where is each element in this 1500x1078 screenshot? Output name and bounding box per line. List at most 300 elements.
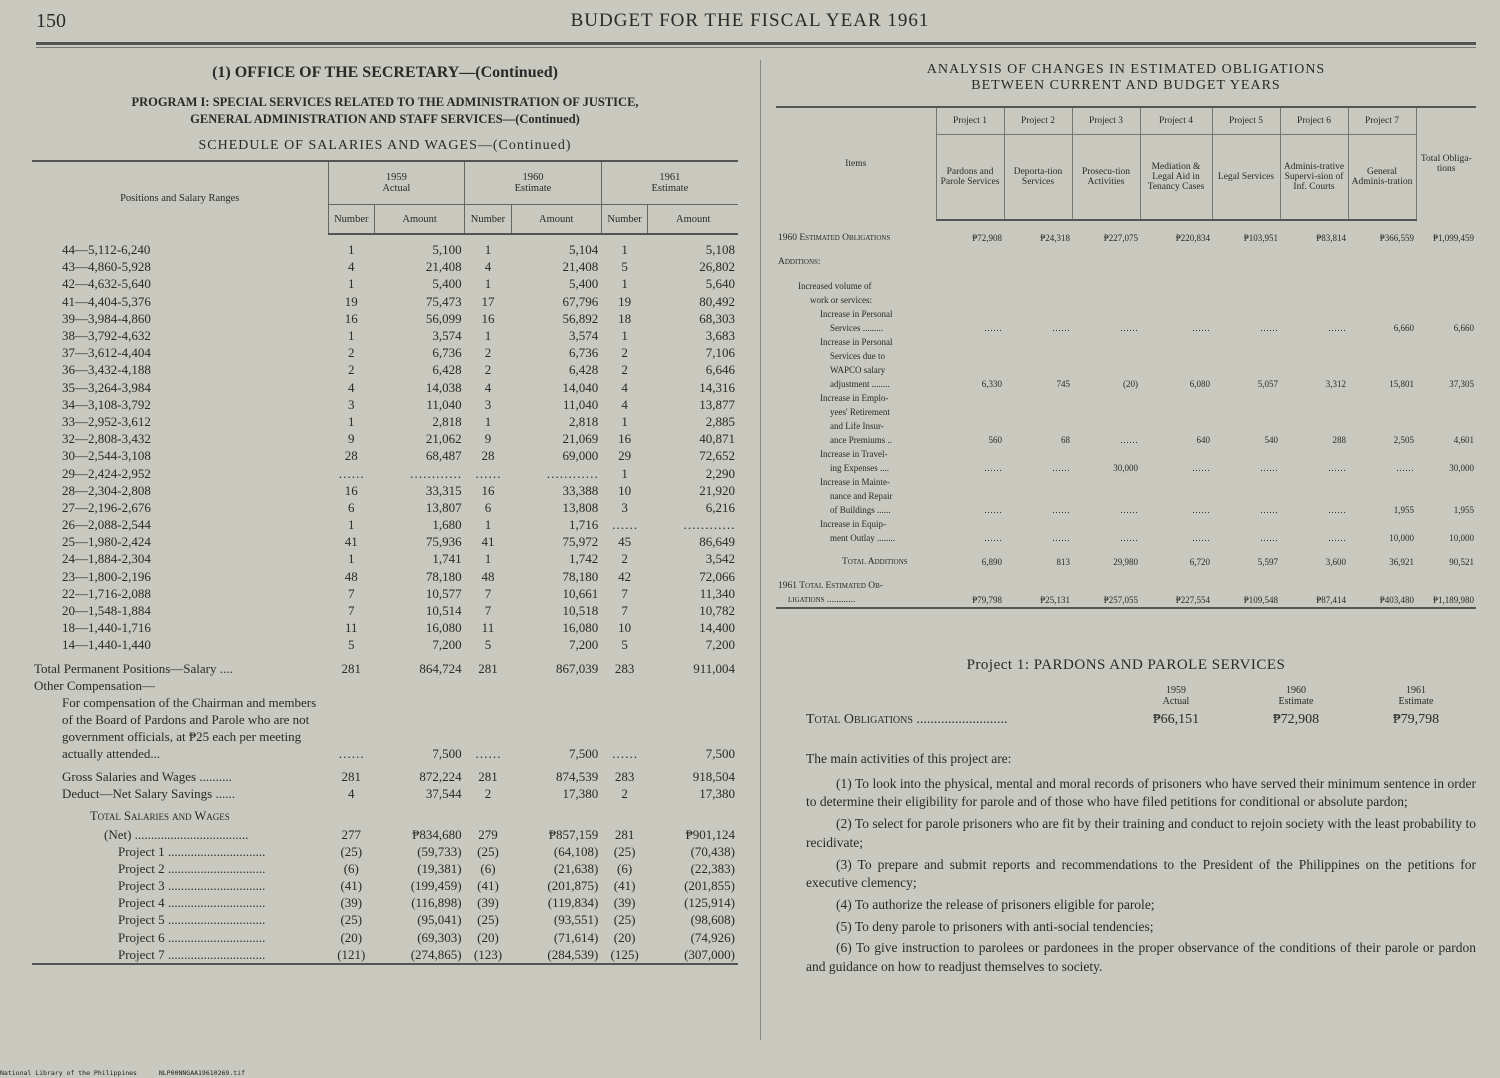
row-amount: 7,200 <box>705 637 735 653</box>
row-number: 1 <box>348 276 355 292</box>
row-amount: 1,716 <box>569 517 599 533</box>
row-amount: 26,802 <box>699 259 735 275</box>
row-amount: 14,038 <box>425 379 462 395</box>
ob-col-1960: 1960 Estimate <box>1278 685 1314 707</box>
col-amount-1960: Amount <box>511 205 601 235</box>
row-number: 1 <box>348 328 355 344</box>
analysis-title-line-2: BETWEEN CURRENT AND BUDGET YEARS <box>971 78 1281 93</box>
ret-row-3: and Life Insur- <box>830 421 884 431</box>
row-label: 33—2,952-3,612 <box>62 413 151 429</box>
inc-vol-row-1: Increased volume of <box>798 281 872 291</box>
total-net-row: (Net) ................................... 277 ₱834,680 279 ₱857,159 281 ₱901,124 <box>104 826 735 842</box>
row-number: (20) <box>477 929 499 945</box>
salary-range-row <box>32 533 738 550</box>
row-number: 48 <box>344 568 358 584</box>
header-rule <box>36 42 1476 45</box>
col-1959: 1959 Actual <box>328 161 465 205</box>
row-number: 2 <box>484 345 492 361</box>
row-number: 16 <box>481 310 495 326</box>
salary-range-row <box>32 482 738 499</box>
row-label: Project 7 .............................. <box>118 946 266 962</box>
row-number: 2 <box>348 362 355 378</box>
row-label: Project 1 .............................. <box>118 843 266 859</box>
row-number: 19 <box>344 293 358 309</box>
activity-2: (2) To select for parole prisoners who are fit by their training and conduct to rejoin society with the least probability to recidivate; <box>806 816 1476 850</box>
row-number: 42 <box>618 568 632 584</box>
row-label: 20—1,548-1,884 <box>62 603 151 619</box>
row-amount: 10,661 <box>562 585 599 601</box>
row-number: 48 <box>481 568 495 584</box>
ob-col-1959: 1959 Actual <box>1162 685 1190 707</box>
row-amount: 14,316 <box>699 379 735 395</box>
footer-file: NLP00NNGAA19610269.tif <box>158 1069 245 1077</box>
wap-row-1: Increase in Personal <box>820 337 893 347</box>
row-label: 35—3,264-3,984 <box>62 379 151 395</box>
row-number: (25) <box>477 912 499 928</box>
row-number: 2 <box>621 551 628 567</box>
wap-row-2: Services due to <box>830 351 885 361</box>
row-number: 6 <box>348 499 355 515</box>
row-number: 2 <box>621 362 628 378</box>
row-number: 41 <box>481 534 495 550</box>
col-total-obligations: Total Obliga-tions <box>1416 107 1476 220</box>
row-number: 1 <box>621 465 628 481</box>
salary-range-row <box>32 430 738 447</box>
row-number: (6) <box>617 860 633 876</box>
row-amount: 3,683 <box>705 328 735 344</box>
row-number: (25) <box>340 912 363 928</box>
row-amount: 1,742 <box>569 551 599 567</box>
row-label: 27—2,196-2,676 <box>62 499 151 515</box>
row-amount: 67,796 <box>562 293 599 309</box>
row-label: 38—3,792-4,632 <box>62 328 151 344</box>
col-amount-1961: Amount <box>648 205 738 235</box>
row-amount: (307,000) <box>684 946 735 962</box>
row-number: 1 <box>484 551 492 567</box>
activities-block <box>776 750 1476 977</box>
row-number: 1 <box>621 242 628 258</box>
row-number: 1 <box>484 242 492 258</box>
row-label: 18—1,440-1,716 <box>62 620 151 636</box>
maint-row-2: nance and Repair <box>830 491 893 501</box>
salary-range-row <box>32 464 738 481</box>
comp-chairman-row: For compensation of the Chairman and members of the Board of Pardons and Parole who are not government officials, at ₱25 each per meeting actually attended... …… 7,500 …… 7,500 …… 7,500 <box>62 694 735 761</box>
row-number: 4 <box>484 259 492 275</box>
row-amount: 40,871 <box>699 431 735 447</box>
row-amount: (19,381) <box>417 860 462 876</box>
row-amount: 6,428 <box>432 362 462 378</box>
maint-row-1: Increase in Mainte- <box>820 477 890 487</box>
col-project-7: Project 7 <box>1348 107 1416 135</box>
row-amount: 21,408 <box>425 259 462 275</box>
project-name-1: Pardons and Parole Services <box>936 135 1004 221</box>
analysis-table <box>776 106 1476 609</box>
row-amount: 21,920 <box>699 482 735 498</box>
row-label: 24—1,884-2,304 <box>62 551 151 567</box>
salary-range-row <box>32 585 738 602</box>
additions-label-row: Additions: <box>778 257 821 267</box>
row-amount: 33,388 <box>562 482 599 498</box>
row-number: 16 <box>344 310 358 326</box>
row-number: (39) <box>613 895 636 911</box>
row-amount: 3,574 <box>569 328 599 344</box>
row-number: 10 <box>618 620 632 636</box>
salary-range-row <box>32 241 738 258</box>
salary-range-row <box>32 293 738 310</box>
row-number: 11 <box>481 620 495 636</box>
row-amount: 5,400 <box>569 276 599 292</box>
total-obligations-row: Total Obligations .......................... ₱66,151 ₱72,908 ₱79,798 <box>806 712 1440 727</box>
row-label: 28—2,304-2,808 <box>62 482 151 498</box>
section-title: (1) OFFICE OF THE SECRETARY—(Continued) <box>212 64 558 81</box>
row-amount: (71,614) <box>553 929 599 945</box>
maint-row-3: of Buildings ...... …… …… …… …… …… …… 1,955 1,955 <box>830 505 1474 515</box>
row-label: Project 2 .............................. <box>118 860 266 876</box>
salary-schedule-table <box>32 160 738 965</box>
col-items: Items <box>776 107 936 220</box>
row-amount: (201,875) <box>547 878 599 894</box>
salary-range-row <box>32 310 738 327</box>
row-amount: 3,542 <box>705 551 735 567</box>
row-number: 5 <box>621 259 628 275</box>
row-number: 7 <box>484 603 492 619</box>
row-number: 7 <box>484 585 492 601</box>
row-number: 10 <box>618 482 632 498</box>
row-number: 2 <box>621 345 628 361</box>
col-number-1959: Number <box>328 205 375 235</box>
row-amount: (284,539) <box>547 946 599 962</box>
salary-range-row <box>32 361 738 378</box>
total-salaries-label-row: Total Salaries and Wages <box>90 809 230 824</box>
right-column <box>776 62 1476 977</box>
row-number: 9 <box>484 431 492 447</box>
row-amount: 6,428 <box>569 362 599 378</box>
trav-row-1: Increase in Travel- <box>820 449 888 459</box>
row-number: 1 <box>348 242 355 258</box>
row-amount: 5,100 <box>432 242 462 258</box>
row-amount: 68,303 <box>699 310 735 326</box>
row-amount: ………… <box>409 465 462 481</box>
row-amount: 33,315 <box>425 482 462 498</box>
row-number: (6) <box>343 860 359 876</box>
row-number: 1 <box>484 413 492 429</box>
page-number: 150 <box>36 10 66 32</box>
col-project-5: Project 5 <box>1212 107 1280 135</box>
trav-row-2: ing Expenses .... …… …… 30,000 …… …… …… …… 30,000 <box>830 463 1474 473</box>
row-number: (41) <box>613 878 636 894</box>
row-amount: 10,782 <box>699 603 735 619</box>
project-name-5: Legal Services <box>1212 135 1280 221</box>
row-amount: 5,108 <box>705 242 735 258</box>
row-number: (121) <box>337 946 366 962</box>
row-number: 16 <box>481 482 495 498</box>
row-label: Project 5 .............................. <box>118 912 266 928</box>
row-label: 42—4,632-5,640 <box>62 276 151 292</box>
gross-salaries-row: Gross Salaries and Wages .......... 281 872,224 281 874,539 283 918,504 <box>62 768 735 784</box>
row-amount: 13,877 <box>699 396 735 412</box>
activity-1: (1) To look into the physical, mental and moral records of prisoners who have served their minimum sentence in order to determine their eligibility for parole and of those who have filed petitions for conditional or absolute pardon; <box>806 775 1476 810</box>
row-amount: 21,408 <box>562 259 599 275</box>
row-amount: ………… <box>546 465 599 481</box>
row-amount: (93,551) <box>553 912 599 928</box>
row-label: 30—2,544-3,108 <box>62 448 151 464</box>
ret-row-4: ance Premiums .. 560 68 …… 640 540 288 2,505 4,601 <box>830 435 1474 445</box>
row-number: 6 <box>484 499 492 515</box>
row-number: 1 <box>621 413 628 429</box>
row-amount: 86,649 <box>699 534 735 550</box>
row-label: 29—2,424-2,952 <box>62 465 151 481</box>
row-number: 4 <box>621 396 628 412</box>
project-name-3: Prosecu-tion Activities <box>1072 135 1140 221</box>
row-amount: 2,885 <box>705 413 735 429</box>
ob-col-1961: 1961 Estimate <box>1398 685 1434 707</box>
project-1-obligations-table <box>796 684 1476 732</box>
project-breakdown-row <box>32 877 738 894</box>
row-number: 2 <box>484 362 492 378</box>
footer-library: National Library of the Philippines <box>0 1069 137 1077</box>
salary-range-row <box>32 275 738 292</box>
salary-range-row <box>32 636 738 653</box>
project-breakdown-rows <box>32 843 738 964</box>
salary-range-row <box>32 619 738 636</box>
salary-range-row <box>32 499 738 516</box>
row-amount: (201,855) <box>684 878 735 894</box>
row-number: 45 <box>618 534 632 550</box>
schedule-title: SCHEDULE OF SALARIES AND WAGES—(Continued) <box>198 138 572 153</box>
row-number: 18 <box>618 310 632 326</box>
row-amount: 7,200 <box>432 637 462 653</box>
page-header-title: BUDGET FOR THE FISCAL YEAR 1961 <box>570 10 930 31</box>
row-amount: 2,818 <box>432 413 462 429</box>
row-number: 1 <box>348 517 355 533</box>
row-amount: (59,733) <box>417 843 462 859</box>
row-label: Project 6 .............................. <box>118 929 266 945</box>
project-breakdown-row <box>32 843 738 860</box>
salary-range-row <box>32 379 738 396</box>
row-number: 1 <box>348 413 355 429</box>
row-amount: (98,608) <box>690 912 735 928</box>
row-label: 44—5,112-6,240 <box>62 242 151 258</box>
wap-row-3: WAPCO salary <box>830 365 886 375</box>
row-label: 39—3,984-4,860 <box>62 310 151 326</box>
col-1960: 1960 Estimate <box>465 161 602 205</box>
row-number: 3 <box>348 396 355 412</box>
row-number: (39) <box>477 895 499 911</box>
row-label: Project 4 .............................. <box>118 895 266 911</box>
row-amount: 75,936 <box>425 534 462 550</box>
col-project-3: Project 3 <box>1072 107 1140 135</box>
row-label: 26—2,088-2,544 <box>62 517 151 533</box>
row-amount: (274,865) <box>410 946 462 962</box>
salary-range-row <box>32 258 738 275</box>
row-amount: (125,914) <box>684 895 735 911</box>
row-number: 1 <box>621 276 628 292</box>
salary-range-row <box>32 413 738 430</box>
row-amount: 68,487 <box>425 448 462 464</box>
activity-3: (3) To prepare and submit reports and recommendations to the President of the Philippines on the petitions for executive clemency; <box>806 856 1476 891</box>
row-amount: (119,834) <box>547 895 599 911</box>
row-number: 28 <box>481 448 495 464</box>
row-amount: 69,000 <box>562 448 599 464</box>
equip-row-1: Increase in Equip- <box>820 519 886 529</box>
row-amount: 10,577 <box>425 585 462 601</box>
activities-intro: The main activities of this project are: <box>806 751 1012 766</box>
salary-range-row <box>32 327 738 344</box>
project-breakdown-row <box>32 911 738 928</box>
row-number: 4 <box>348 379 355 395</box>
row-number: 1 <box>348 551 355 567</box>
total-additions-row: Total Additions 6,890 813 29,980 6,720 5,597 3,600 36,921 90,521 <box>842 557 1474 567</box>
row-number: 7 <box>348 585 355 601</box>
row-amount: 11,040 <box>426 396 462 412</box>
row-number: 1 <box>484 517 492 533</box>
row-number: (20) <box>613 929 636 945</box>
col-amount-1959: Amount <box>375 205 465 235</box>
row-number: 7 <box>621 585 628 601</box>
scan-footer <box>0 1069 263 1077</box>
row-label: 23—1,800-2,196 <box>62 568 151 584</box>
row-amount: 7,200 <box>569 637 599 653</box>
program-title-line-1: PROGRAM I: SPECIAL SERVICES RELATED TO THE ADMINISTRATION OF JUSTICE, <box>131 95 639 109</box>
col-positions: Positions and Salary Ranges <box>32 161 328 234</box>
row-amount: 16,080 <box>425 620 462 636</box>
row-amount: (95,041) <box>417 912 462 928</box>
row-amount: 10,518 <box>562 603 599 619</box>
col-project-6: Project 6 <box>1280 107 1348 135</box>
project-breakdown-row <box>32 860 738 877</box>
row-number: (25) <box>613 912 636 928</box>
project-breakdown-row <box>32 946 738 964</box>
row-label: 22—1,716-2,088 <box>62 585 151 601</box>
row-number: 16 <box>344 482 358 498</box>
salary-range-row <box>32 396 738 413</box>
row-amount: 7,106 <box>705 345 735 361</box>
row-amount: 72,066 <box>699 568 735 584</box>
row-amount: (199,459) <box>410 878 462 894</box>
row-amount: 5,640 <box>705 276 735 292</box>
project-name-6: Adminis-trative Supervi-sion of Inf. Courts <box>1280 135 1348 221</box>
row-label: Project 3 .............................. <box>118 878 266 894</box>
row-amount: 1,741 <box>432 551 462 567</box>
row-number: (6) <box>480 860 496 876</box>
row-amount: (74,926) <box>690 929 735 945</box>
row-number: 5 <box>484 637 492 653</box>
col-project-1: Project 1 <box>936 107 1004 135</box>
row-number: (25) <box>340 843 363 859</box>
project-name-7: General Adminis-tration <box>1348 135 1416 221</box>
ps-row-2: Services ......... …… …… …… …… …… …… 6,660 6,660 <box>830 323 1474 333</box>
row-amount: 2,818 <box>569 413 599 429</box>
row-amount: 21,069 <box>562 431 599 447</box>
activity-6: (6) To give instruction to parolees or pardonees in the proper observance of the conditions of their parole or pardon and guidance on how to readjust themselves to society. <box>806 940 1476 975</box>
row-amount: 80,492 <box>699 293 735 309</box>
row-label: 32—2,808-3,432 <box>62 431 151 447</box>
analysis-title-line-1: ANALYSIS OF CHANGES IN ESTIMATED OBLIGATIONS <box>926 62 1326 77</box>
total-1961-row-1: 1961 Total Estimated Ob- <box>778 581 883 591</box>
row-number: 7 <box>621 603 628 619</box>
row-amount: 14,400 <box>699 620 735 636</box>
row-amount: 6,216 <box>705 499 735 515</box>
column-separator <box>760 60 761 1040</box>
row-amount: 3,574 <box>432 328 462 344</box>
row-number: 28 <box>344 448 358 464</box>
salary-range-row <box>32 344 738 361</box>
row-amount: ………… <box>683 517 735 533</box>
other-comp-row: Other Compensation— <box>34 677 155 693</box>
row-number: (25) <box>613 843 636 859</box>
analysis-title <box>776 62 1476 94</box>
row-label: 36—3,432-4,188 <box>62 362 151 378</box>
row-number: 1 <box>484 328 492 344</box>
row-amount: 72,652 <box>699 448 735 464</box>
analysis-rows <box>776 220 1476 608</box>
col-number-1960: Number <box>465 205 512 235</box>
equip-row-2: ment Outlay ........ …… …… …… …… …… …… 10,000 10,000 <box>830 533 1474 543</box>
row-amount: 2,290 <box>705 465 735 481</box>
row-amount: 11,040 <box>563 396 599 412</box>
row-label: 25—1,980-2,424 <box>62 534 151 550</box>
row-amount: (64,108) <box>553 843 599 859</box>
row-number: 1 <box>621 328 628 344</box>
row-number: 7 <box>348 603 355 619</box>
row-amount: (21,638) <box>553 860 599 876</box>
row-amount: 16,080 <box>562 620 599 636</box>
row-number: 4 <box>621 379 628 395</box>
row-amount: 13,807 <box>425 499 462 515</box>
activity-5: (5) To deny parole to prisoners with anti-social tendencies; <box>836 918 1154 934</box>
salary-range-row <box>32 516 738 533</box>
row-number: 29 <box>618 448 632 464</box>
row-amount: 11,340 <box>699 585 735 601</box>
row-number: (41) <box>340 878 363 894</box>
col-project-4: Project 4 <box>1140 107 1212 135</box>
row-label: 37—3,612-4,404 <box>62 345 151 361</box>
salary-range-row <box>32 568 738 585</box>
left-column <box>32 62 738 965</box>
salary-totals <box>32 654 738 843</box>
total-permanent-row: Total Permanent Positions—Salary .... 281 864,724 281 867,039 283 911,004 <box>34 660 735 676</box>
activity-4: (4) To authorize the release of prisoners eligible for parole; <box>836 896 1155 912</box>
row-number: 4 <box>484 379 492 395</box>
row-amount: 13,808 <box>562 499 599 515</box>
salary-range-row <box>32 447 738 464</box>
program-title-line-2: GENERAL ADMINISTRATION AND STAFF SERVICES—(Continued) <box>190 112 580 126</box>
salary-rows <box>32 234 738 654</box>
col-1961: 1961 Estimate <box>601 161 738 205</box>
est-1960-row: 1960 Estimated Obligations ₱72,908 ₱24,318 ₱227,075 ₱220,834 ₱103,951 ₱83,814 ₱366,559 ₱1,099,459 <box>778 233 1474 243</box>
row-amount: 78,180 <box>425 568 462 584</box>
row-label: 43—4,860-5,928 <box>62 259 151 275</box>
row-amount: 56,892 <box>562 310 599 326</box>
project-breakdown-row <box>32 894 738 911</box>
row-label: 14—1,440-1,440 <box>62 637 151 653</box>
total-1961-row-2: ligations ............ ₱79,798 ₱25,131 ₱257,055 ₱227,554 ₱109,548 ₱87,414 ₱403,480 ₱1,189,980 <box>776 593 1476 608</box>
project-name-4: Mediation & Legal Aid in Tenancy Cases <box>1140 135 1212 221</box>
row-amount: 5,400 <box>432 276 462 292</box>
row-number: (123) <box>473 946 503 962</box>
program-title <box>32 94 738 128</box>
row-amount: 75,473 <box>425 293 462 309</box>
row-amount: 6,736 <box>569 345 599 361</box>
row-amount: 10,514 <box>425 603 462 619</box>
row-amount: 1,680 <box>432 517 462 533</box>
salary-range-row <box>32 550 738 567</box>
row-number: (41) <box>477 878 499 894</box>
row-number: (20) <box>340 929 363 945</box>
row-number: 5 <box>348 637 355 653</box>
row-number: 17 <box>481 293 495 309</box>
wap-row-4: adjustment ........ 6,330 745 (20) 6,080 5,057 3,312 15,801 37,305 <box>830 379 1474 389</box>
